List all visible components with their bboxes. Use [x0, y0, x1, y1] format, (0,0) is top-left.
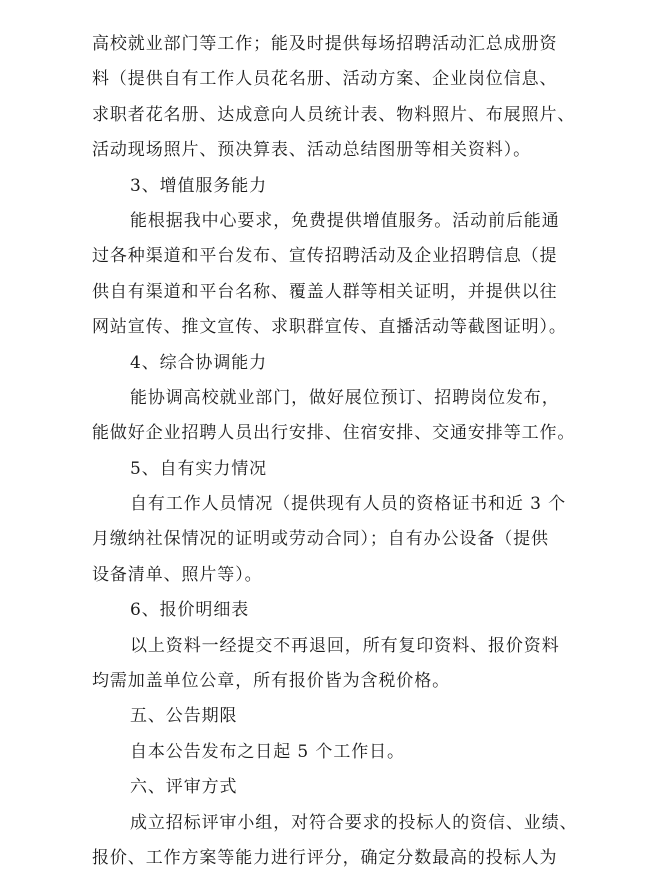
section-heading: 4、综合协调能力 — [130, 352, 268, 373]
text-line: 料（提供自有工作人员花名册、活动方案、企业岗位信息、 — [92, 69, 558, 90]
text-line: 均需加盖单位公章，所有报价皆为含税价格。 — [92, 671, 450, 692]
paragraph-first-line: 能协调高校就业部门，做好展位预订、招聘岗位发布， — [130, 387, 560, 408]
text-line: 供自有渠道和平台名称、覆盖人群等相关证明，并提供以往 — [92, 281, 558, 302]
paragraph-first-line: 能根据我中心要求，免费提供增值服务。活动前后能通 — [130, 210, 560, 231]
paragraph-first-line: 自有工作人员情况（提供现有人员的资格证书和近 3 个 — [130, 494, 567, 515]
text-line: 求职者花名册、达成意向人员统计表、物料照片、布展照片、 — [92, 104, 576, 125]
section-heading: 5、自有实力情况 — [130, 458, 268, 479]
text-line: 过各种渠道和平台发布、宣传招聘活动及企业招聘信息（提 — [92, 246, 558, 267]
text-line: 报价、工作方案等能力进行评分，确定分数最高的投标人为 — [92, 847, 558, 868]
text-line: 能做好企业招聘人员出行安排、住宿安排、交通安排等工作。 — [92, 423, 576, 444]
section-heading: 六、评审方式 — [130, 777, 238, 798]
text-line: 月缴纳社保情况的证明或劳动合同）；自有办公设备（提供 — [92, 529, 549, 550]
text-line: 活动现场照片、预决算表、活动总结图册等相关资料）。 — [92, 140, 531, 161]
document-page — [92, 27, 578, 876]
text-line: 网站宣传、推文宣传、求职群宣传、直播活动等截图证明）。 — [92, 317, 567, 338]
text-line: 设备清单、照片等）。 — [92, 564, 263, 585]
section-heading: 五、公告期限 — [130, 706, 238, 727]
section-heading: 6、报价明细表 — [130, 600, 250, 621]
paragraph-first-line: 以上资料一经提交不再退回，所有复印资料、报价资料 — [130, 635, 560, 656]
text-line: 高校就业部门等工作；能及时提供每场招聘活动汇总成册资 — [92, 34, 558, 54]
section-heading: 3、增值服务能力 — [130, 175, 268, 196]
paragraph-first-line: 成立招标评审小组，对符合要求的投标人的资信、业绩、 — [130, 812, 578, 833]
paragraph-first-line: 自本公告发布之日起 5 个工作日。 — [130, 741, 405, 762]
